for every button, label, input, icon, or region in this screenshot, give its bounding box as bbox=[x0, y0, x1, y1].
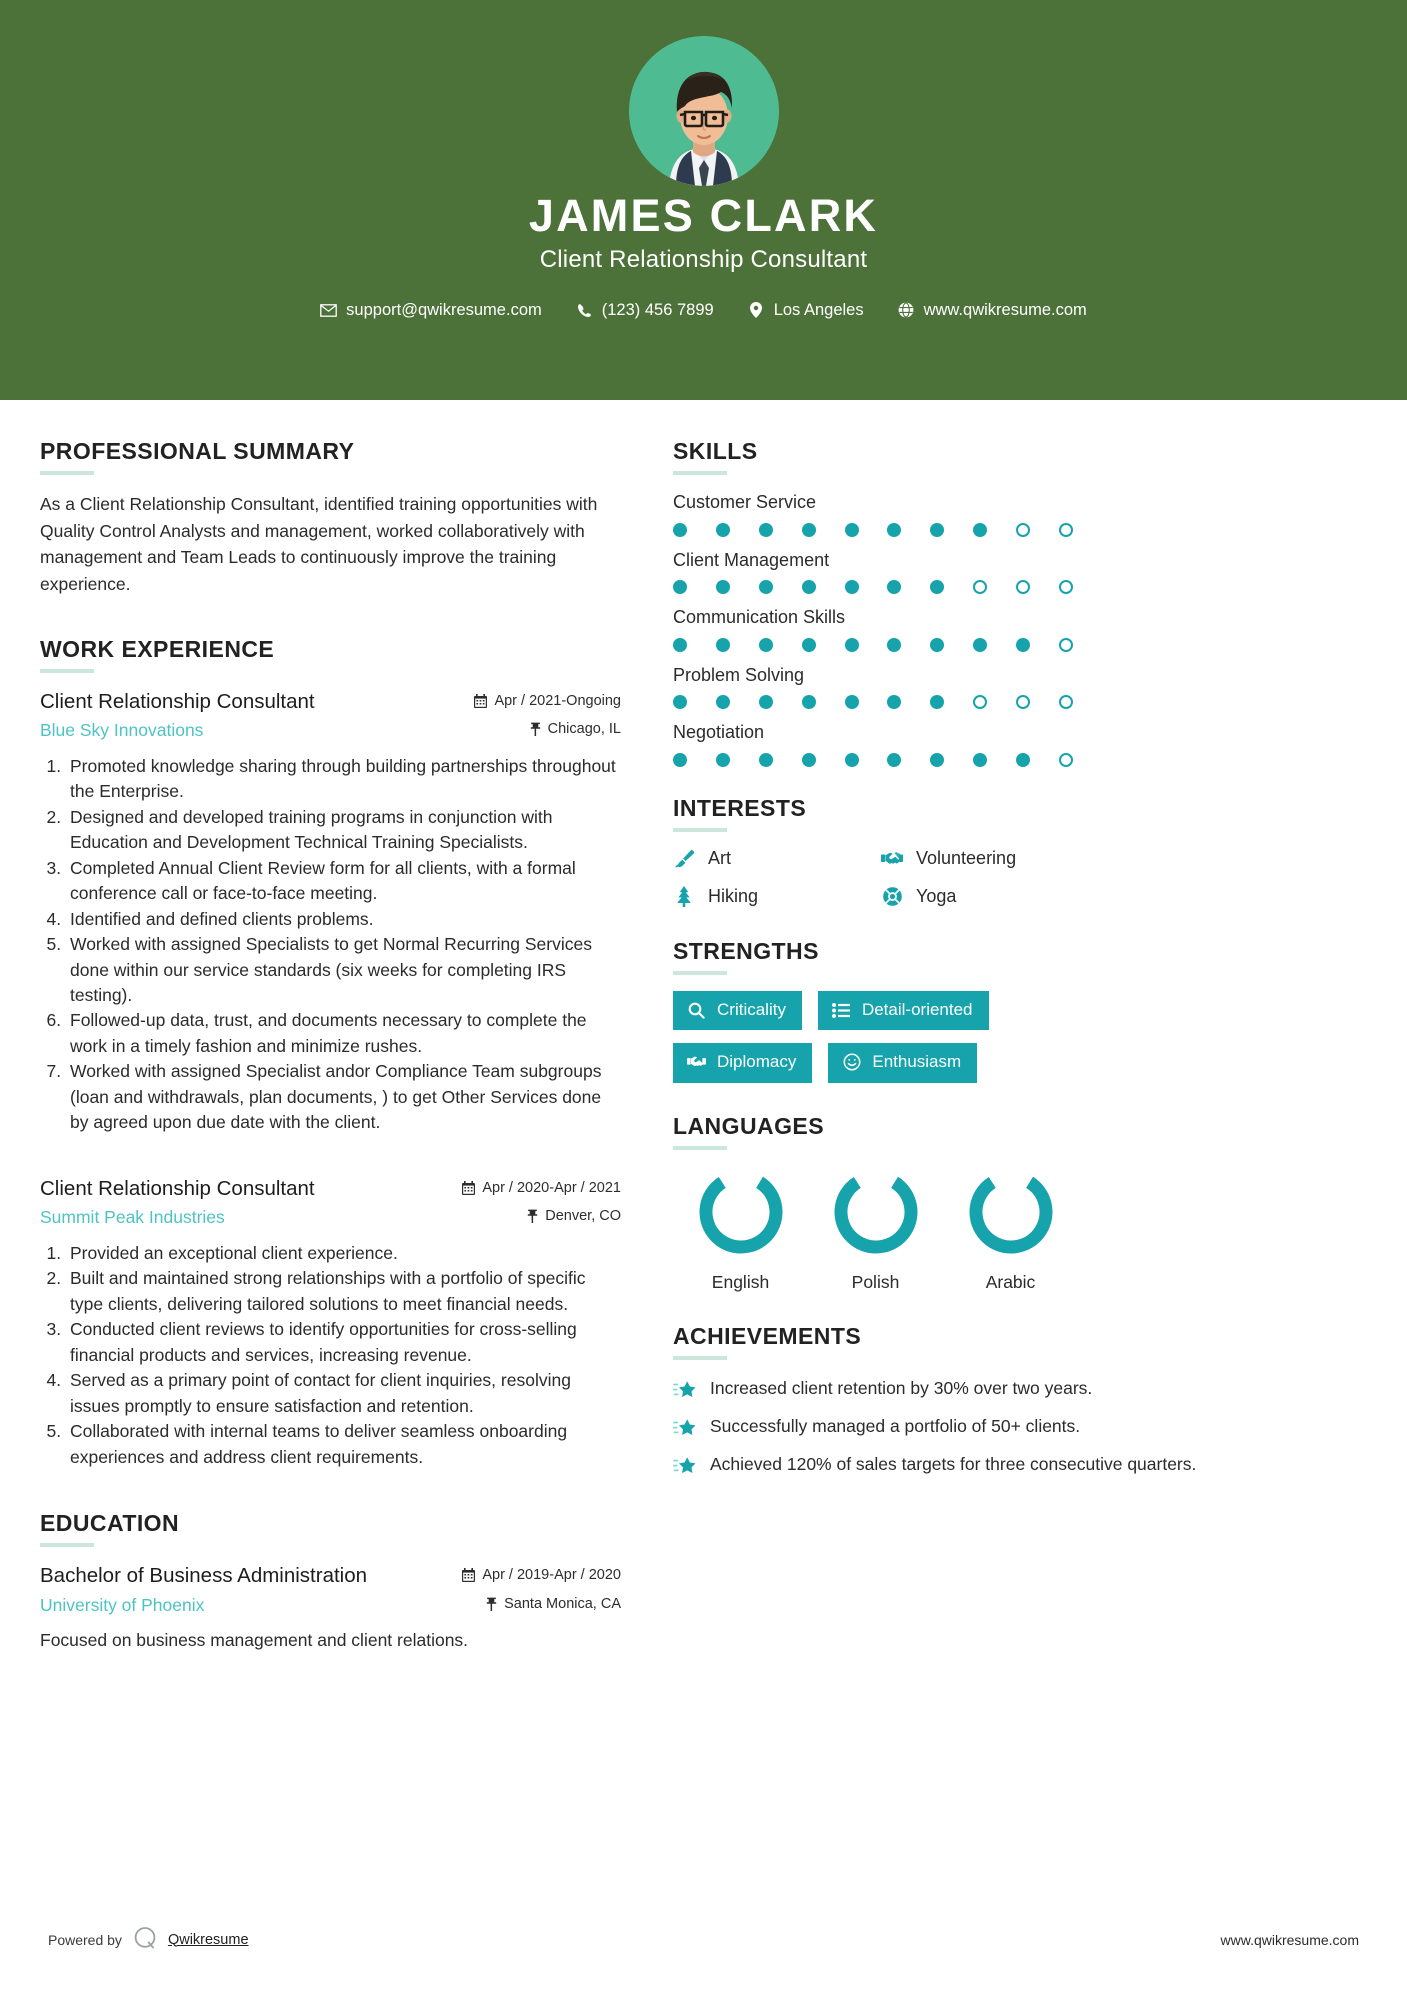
language-progress-ring bbox=[695, 1166, 787, 1258]
strength-chip-detail-oriented[interactable] bbox=[818, 991, 989, 1030]
paintbrush-icon bbox=[673, 848, 695, 870]
rating-dot-filled bbox=[673, 580, 687, 594]
section-heading: PROFESSIONAL SUMMARY bbox=[40, 438, 355, 464]
rating-dot-filled bbox=[845, 753, 859, 767]
language-name: Arabic bbox=[985, 1271, 1036, 1292]
job-location bbox=[530, 718, 621, 737]
section-education bbox=[40, 1510, 621, 1654]
contact-phone[interactable] bbox=[559, 301, 731, 320]
contact-phone-text: (123) 456 7899 bbox=[601, 300, 714, 319]
interest-label: Yoga bbox=[916, 886, 957, 907]
section-work-experience bbox=[40, 636, 621, 1471]
education-entry bbox=[40, 1563, 621, 1654]
section-heading: SKILLS bbox=[673, 438, 758, 464]
rating-dot-filled bbox=[1016, 638, 1030, 652]
skill-item bbox=[673, 549, 1367, 595]
section-rule bbox=[40, 1543, 94, 1547]
degree-name: Bachelor of Business Administration bbox=[40, 1564, 368, 1588]
section-heading: LANGUAGES bbox=[673, 1112, 825, 1139]
section-skills bbox=[673, 438, 1367, 767]
interest-label: Art bbox=[708, 848, 732, 869]
pin-icon bbox=[530, 722, 541, 736]
rating-dot-filled bbox=[759, 695, 773, 709]
rating-dot-empty bbox=[1016, 580, 1030, 594]
skill-name: Problem Solving bbox=[673, 664, 805, 685]
strengths-list bbox=[673, 991, 1073, 1083]
rating-dot-filled bbox=[759, 753, 773, 767]
phone-icon bbox=[576, 302, 593, 319]
avatar bbox=[629, 36, 779, 186]
language-progress-ring bbox=[830, 1166, 922, 1258]
rating-dot-filled bbox=[930, 753, 944, 767]
education-date bbox=[462, 1564, 621, 1583]
rating-dot-filled bbox=[973, 523, 987, 537]
list-item: 6. Followed-up data, trust, and documents necessary to complete the work in a timely fashion and minimize rushes. bbox=[66, 1008, 621, 1059]
spacer bbox=[673, 1087, 1367, 1113]
handshake-icon bbox=[881, 848, 903, 870]
skills-list bbox=[673, 491, 1367, 767]
achievements-list bbox=[673, 1376, 1367, 1479]
skill-rating bbox=[673, 580, 1073, 594]
skill-rating bbox=[673, 695, 1073, 709]
achievement-text: Increased client retention by 30% over two years. bbox=[710, 1377, 1093, 1398]
section-heading: WORK EXPERIENCE bbox=[40, 635, 275, 662]
rating-dot-empty bbox=[1059, 523, 1073, 537]
rating-dot-empty bbox=[1059, 695, 1073, 709]
rating-dot-filled bbox=[845, 638, 859, 652]
strength-label: Detail-oriented bbox=[861, 999, 973, 1019]
rating-dot-filled bbox=[716, 753, 730, 767]
spacer bbox=[673, 912, 1367, 938]
spacer bbox=[40, 1142, 621, 1176]
list-item: 4. Identified and defined clients problems. bbox=[66, 907, 621, 932]
strength-chip-diplomacy[interactable] bbox=[673, 1043, 812, 1082]
rating-dot-filled bbox=[887, 695, 901, 709]
job-date bbox=[462, 1177, 621, 1196]
section-rule bbox=[673, 828, 727, 832]
achievement-item bbox=[673, 1376, 1367, 1403]
rating-dot-filled bbox=[802, 638, 816, 652]
star-icon bbox=[673, 1417, 697, 1441]
rating-dot-filled bbox=[759, 523, 773, 537]
section-languages bbox=[673, 1113, 1367, 1293]
rating-dot-filled bbox=[673, 695, 687, 709]
rating-dot-empty bbox=[973, 695, 987, 709]
location-pin-icon bbox=[748, 302, 765, 319]
rating-dot-filled bbox=[887, 638, 901, 652]
section-rule bbox=[673, 1356, 727, 1360]
education-location-text: Santa Monica, CA bbox=[504, 1595, 621, 1612]
footer-powered-by bbox=[48, 1925, 249, 1954]
contact-row bbox=[0, 301, 1407, 320]
skill-name: Client Management bbox=[673, 549, 830, 570]
rating-dot-empty bbox=[1059, 580, 1073, 594]
work-entry-head bbox=[40, 689, 621, 716]
list-item: 7. Worked with assigned Specialist andor Compliance Team subgroups (loan and withdrawals, plan documents, ) to get Other Services done by agreed upon due date with the client. bbox=[66, 1059, 621, 1135]
list-item: 2. Built and maintained strong relationships with a portfolio of specific type clients, delivering tailored solutions to meet financial needs. bbox=[66, 1266, 621, 1317]
strength-label: Criticality bbox=[717, 999, 786, 1019]
education-date-text: Apr / 2019-Apr / 2020 bbox=[482, 1567, 621, 1584]
list-item: 2. Designed and developed training programs in conjunction with Education and Development Technical Training Specialists. bbox=[66, 805, 621, 856]
rating-dot-filled bbox=[759, 638, 773, 652]
rating-dot-filled bbox=[845, 695, 859, 709]
skill-item bbox=[673, 491, 1367, 537]
footer-powered-label: Powered by bbox=[48, 1931, 122, 1948]
footer-brand[interactable]: Qwikresume bbox=[167, 1931, 249, 1948]
education-entry-sub bbox=[40, 1593, 621, 1618]
strength-label: Diplomacy bbox=[717, 1052, 797, 1072]
education-entry-head bbox=[40, 1563, 621, 1590]
section-interests bbox=[673, 795, 1367, 908]
section-rule bbox=[40, 669, 94, 673]
star-icon bbox=[673, 1379, 697, 1403]
language-progress-ring bbox=[965, 1166, 1057, 1258]
language-item bbox=[943, 1166, 1078, 1293]
right-column bbox=[645, 400, 1407, 1660]
spacer bbox=[40, 1476, 621, 1510]
company-name: Summit Peak Industries bbox=[40, 1207, 225, 1228]
achievement-text: Achieved 120% of sales targets for three consecutive quarters. bbox=[710, 1453, 1197, 1474]
section-rule bbox=[673, 471, 727, 475]
search-icon bbox=[687, 1001, 706, 1020]
contact-location-text: Los Angeles bbox=[773, 300, 864, 319]
list-item: 3. Conducted client reviews to identify opportunities for cross-selling financial products and services, increasing revenue. bbox=[66, 1317, 621, 1368]
left-column bbox=[0, 400, 645, 1660]
summary-text: As a Client Relationship Consultant, identified training opportunities with Quality Control Analysts and management, worked collaboratively with management and Team Leads to continuously improve the training experience. bbox=[40, 494, 598, 594]
rating-dot-empty bbox=[1016, 695, 1030, 709]
rating-dot-filled bbox=[845, 523, 859, 537]
contact-location bbox=[731, 301, 881, 320]
job-bullets bbox=[40, 1241, 621, 1470]
star-icon bbox=[673, 1455, 697, 1479]
school-name: University of Phoenix bbox=[40, 1594, 205, 1615]
work-entry bbox=[40, 1176, 621, 1470]
rating-dot-filled bbox=[887, 580, 901, 594]
footer bbox=[0, 1925, 1407, 1954]
education-location bbox=[486, 1593, 621, 1612]
section-rule bbox=[673, 971, 727, 975]
rating-dot-filled bbox=[802, 523, 816, 537]
section-achievements bbox=[673, 1323, 1367, 1479]
list-item: 5. Worked with assigned Specialists to get Normal Recurring Services done within our service standards (six weeks for completing IRS testing). bbox=[66, 932, 621, 1008]
rating-dot-filled bbox=[759, 580, 773, 594]
section-strengths bbox=[673, 938, 1367, 1083]
list-item: 1. Provided an exceptional client experience. bbox=[66, 1241, 621, 1266]
rating-dot-empty bbox=[1016, 523, 1030, 537]
rating-dot-filled bbox=[673, 753, 687, 767]
rating-dot-filled bbox=[673, 523, 687, 537]
achievement-text: Successfully managed a portfolio of 50+ clients. bbox=[710, 1415, 1081, 1436]
rating-dot-filled bbox=[1016, 753, 1030, 767]
section-rule bbox=[40, 471, 94, 475]
qwikresume-logo-icon bbox=[132, 1925, 158, 1954]
skill-item bbox=[673, 606, 1367, 652]
education-description: Focused on business management and client relations. bbox=[40, 1630, 469, 1651]
strength-label: Enthusiasm bbox=[872, 1052, 962, 1072]
skill-rating bbox=[673, 523, 1073, 537]
rating-dot-filled bbox=[930, 580, 944, 594]
interest-item bbox=[673, 848, 881, 870]
work-entry-sub bbox=[40, 1205, 621, 1230]
job-title: Client Relationship Consultant bbox=[539, 245, 868, 273]
rating-dot-filled bbox=[845, 580, 859, 594]
rating-dot-empty bbox=[1059, 638, 1073, 652]
rating-dot-filled bbox=[887, 523, 901, 537]
job-bullets bbox=[40, 754, 621, 1136]
contact-website-text: www.qwikresume.com bbox=[923, 300, 1087, 319]
skill-rating bbox=[673, 638, 1073, 652]
section-heading: INTERESTS bbox=[673, 794, 807, 821]
interest-item bbox=[881, 886, 1367, 908]
rating-dot-filled bbox=[673, 638, 687, 652]
section-rule bbox=[673, 1146, 727, 1150]
list-item: 3. Completed Annual Client Review form for all clients, with a formal conference call or face-to-face meeting. bbox=[66, 856, 621, 907]
job-location bbox=[527, 1205, 621, 1224]
job-date-text: Apr / 2020-Apr / 2021 bbox=[482, 1179, 621, 1196]
spacer bbox=[40, 602, 621, 636]
work-entry-head bbox=[40, 1176, 621, 1203]
rating-dot-filled bbox=[887, 753, 901, 767]
list-icon bbox=[832, 1001, 851, 1020]
contact-email-text: support@qwikresume.com bbox=[346, 300, 542, 319]
language-item bbox=[808, 1166, 943, 1293]
globe-icon bbox=[898, 302, 915, 319]
list-item: 5. Collaborated with internal teams to deliver seamless onboarding experiences and address client requirements. bbox=[66, 1419, 621, 1470]
rating-dot-filled bbox=[930, 695, 944, 709]
interests-grid bbox=[673, 848, 1367, 908]
avatar-photo bbox=[629, 36, 779, 186]
achievement-item bbox=[673, 1414, 1367, 1441]
job-role: Client Relationship Consultant bbox=[40, 1176, 315, 1200]
languages-list bbox=[673, 1166, 1367, 1293]
calendar-icon bbox=[462, 1568, 475, 1582]
rating-dot-empty bbox=[973, 580, 987, 594]
rating-dot-filled bbox=[716, 638, 730, 652]
language-item bbox=[673, 1166, 808, 1293]
pin-icon bbox=[486, 1597, 497, 1611]
tree-icon bbox=[673, 886, 695, 908]
rating-dot-filled bbox=[716, 695, 730, 709]
company-name: Blue Sky Innovations bbox=[40, 720, 204, 741]
rating-dot-filled bbox=[802, 753, 816, 767]
pin-icon bbox=[527, 1209, 538, 1223]
skill-rating bbox=[673, 753, 1073, 767]
section-heading: ACHIEVEMENTS bbox=[673, 1322, 862, 1349]
language-name: English bbox=[711, 1271, 770, 1292]
language-name: Polish bbox=[851, 1271, 900, 1292]
interest-label: Volunteering bbox=[916, 848, 1017, 869]
spacer bbox=[673, 779, 1367, 795]
calendar-icon bbox=[474, 694, 487, 708]
rating-dot-filled bbox=[802, 695, 816, 709]
strength-chip-enthusiasm[interactable] bbox=[828, 1043, 977, 1082]
rating-dot-filled bbox=[973, 638, 987, 652]
rating-dot-filled bbox=[802, 580, 816, 594]
list-item: 1. Promoted knowledge sharing through building partnerships throughout the Enterprise. bbox=[66, 754, 621, 805]
rating-dot-filled bbox=[716, 580, 730, 594]
job-role: Client Relationship Consultant bbox=[40, 689, 315, 713]
work-entry bbox=[40, 689, 621, 1136]
job-location-text: Denver, CO bbox=[545, 1208, 621, 1225]
footer-website[interactable]: www.qwikresume.com bbox=[1220, 1931, 1359, 1948]
job-date bbox=[474, 690, 621, 709]
resume-body bbox=[0, 400, 1407, 1660]
smiley-icon bbox=[842, 1053, 861, 1072]
rating-dot-filled bbox=[930, 523, 944, 537]
lifebuoy-icon bbox=[881, 886, 903, 908]
strength-chip-criticality[interactable] bbox=[673, 991, 802, 1030]
contact-email[interactable] bbox=[303, 301, 559, 320]
calendar-icon bbox=[462, 1181, 475, 1195]
section-professional-summary bbox=[40, 438, 621, 598]
interest-label: Hiking bbox=[708, 886, 759, 907]
rating-dot-filled bbox=[930, 638, 944, 652]
job-date-text: Apr / 2021-Ongoing bbox=[494, 692, 621, 709]
section-heading: EDUCATION bbox=[40, 1510, 180, 1537]
spacer bbox=[673, 1297, 1367, 1323]
skill-name: Customer Service bbox=[673, 492, 817, 513]
interest-item bbox=[673, 886, 881, 908]
contact-website[interactable] bbox=[881, 301, 1104, 320]
job-location-text: Chicago, IL bbox=[547, 721, 621, 738]
interest-item bbox=[881, 848, 1367, 870]
rating-dot-filled bbox=[716, 523, 730, 537]
rating-dot-filled bbox=[973, 753, 987, 767]
skill-name: Negotiation bbox=[673, 722, 765, 743]
work-entry-sub bbox=[40, 718, 621, 743]
resume-header bbox=[0, 0, 1407, 400]
section-heading: STRENGTHS bbox=[673, 937, 819, 964]
email-icon bbox=[320, 302, 337, 319]
page-title: JAMES CLARK bbox=[528, 190, 879, 241]
skill-item bbox=[673, 664, 1367, 710]
achievement-item bbox=[673, 1452, 1367, 1479]
rating-dot-empty bbox=[1059, 753, 1073, 767]
skill-item bbox=[673, 721, 1367, 767]
skill-name: Communication Skills bbox=[673, 607, 846, 628]
handshake-icon bbox=[687, 1053, 706, 1072]
list-item: 4. Served as a primary point of contact for client inquiries, resolving issues promptly to ensure satisfaction and retention. bbox=[66, 1368, 621, 1419]
